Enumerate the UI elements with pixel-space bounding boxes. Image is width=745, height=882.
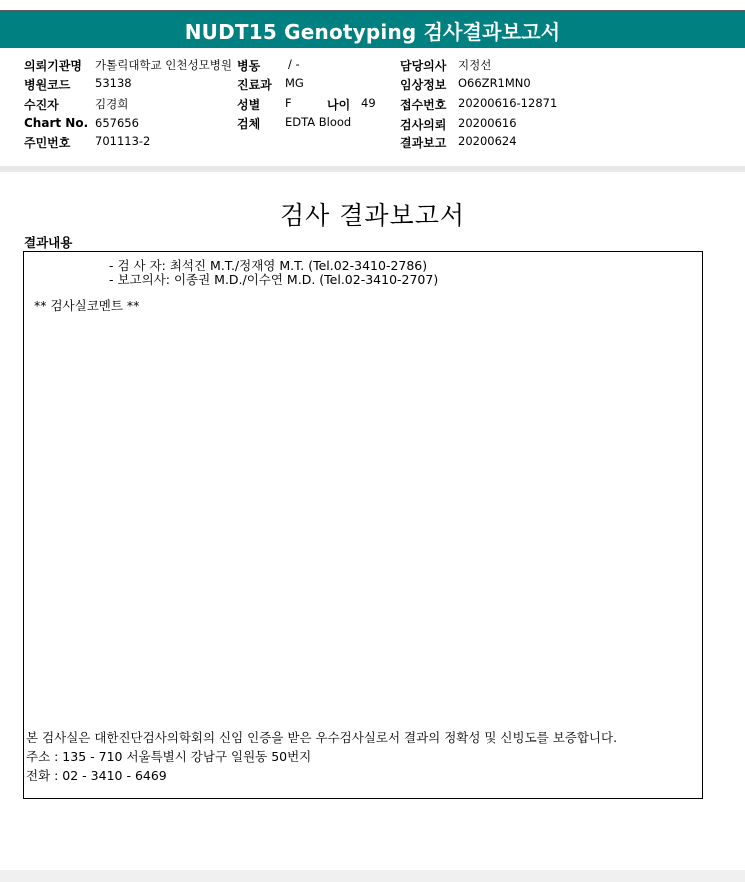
institution-value: 가톨릭대학교 인천성모병원 — [95, 58, 232, 72]
clinical-info-label: 임상정보 — [400, 78, 447, 92]
section-divider — [0, 166, 745, 172]
age-value: 49 — [361, 96, 376, 110]
document-title: 검사 결과보고서 — [280, 201, 465, 230]
institution-label: 의뢰기관명 — [24, 59, 82, 73]
report-header-title: NUDT15 Genotyping 검사결과보고서 — [184, 20, 561, 44]
resident-no-value: 701113-2 — [95, 134, 151, 148]
age-label: 나이 — [327, 98, 351, 112]
ward-value: / - — [288, 57, 300, 71]
chart-no-value: 657656 — [95, 116, 139, 130]
result-content-box — [23, 251, 703, 799]
accession-no-value: 20200616-12871 — [458, 96, 558, 110]
request-date-value: 20200616 — [458, 116, 517, 130]
accession-no-label: 접수번호 — [400, 98, 447, 112]
hospital-code-label: 병원코드 — [24, 78, 71, 92]
department-label: 진료과 — [237, 78, 272, 92]
patient-name-value: 김경희 — [95, 97, 129, 111]
physician-value: 지정선 — [458, 58, 492, 72]
patient-info-panel — [0, 48, 745, 167]
patient-name-label: 수진자 — [24, 98, 59, 112]
tester-line: - 검 사 자: 최석진 M.T./정재영 M.T. (Tel.02-3410-2786) — [109, 258, 428, 273]
ward-label: 병동 — [237, 59, 261, 73]
specimen-label: 검체 — [237, 117, 261, 131]
page-bottom-band — [0, 870, 745, 882]
lab-address: 주소 : 135 - 710 서울특별시 강남구 일원동 50번지 — [26, 749, 312, 764]
request-date-label: 검사의뢰 — [400, 118, 447, 132]
reporting-doctor-line: - 보고의사: 이종권 M.D./이수연 M.D. (Tel.02-3410-2707) — [109, 272, 439, 287]
sex-label: 성별 — [237, 98, 261, 112]
lab-comment-heading: ** 검사실코멘트 ** — [34, 298, 140, 313]
result-section-label: 결과내용 — [24, 235, 73, 250]
certification-statement: 본 검사실은 대한진단검사의학회의 신임 인증을 받은 우수검사실로서 결과의 정확성 및 신빙도를 보증합니다. — [26, 730, 618, 745]
resident-no-label: 주민번호 — [24, 136, 71, 150]
physician-label: 담당의사 — [400, 59, 447, 73]
report-date-label: 결과보고 — [400, 136, 447, 150]
department-value: MG — [285, 76, 304, 90]
report-title-bar — [0, 10, 745, 48]
sex-value: F — [285, 96, 292, 110]
chart-no-label: Chart No. — [24, 116, 89, 130]
lab-phone: 전화 : 02 - 3410 - 6469 — [26, 768, 167, 783]
clinical-info-value: O66ZR1MN0 — [458, 76, 531, 90]
specimen-value: EDTA Blood — [285, 115, 352, 129]
report-date-value: 20200624 — [458, 134, 517, 148]
top-margin — [0, 0, 745, 10]
hospital-code-value: 53138 — [95, 76, 132, 90]
